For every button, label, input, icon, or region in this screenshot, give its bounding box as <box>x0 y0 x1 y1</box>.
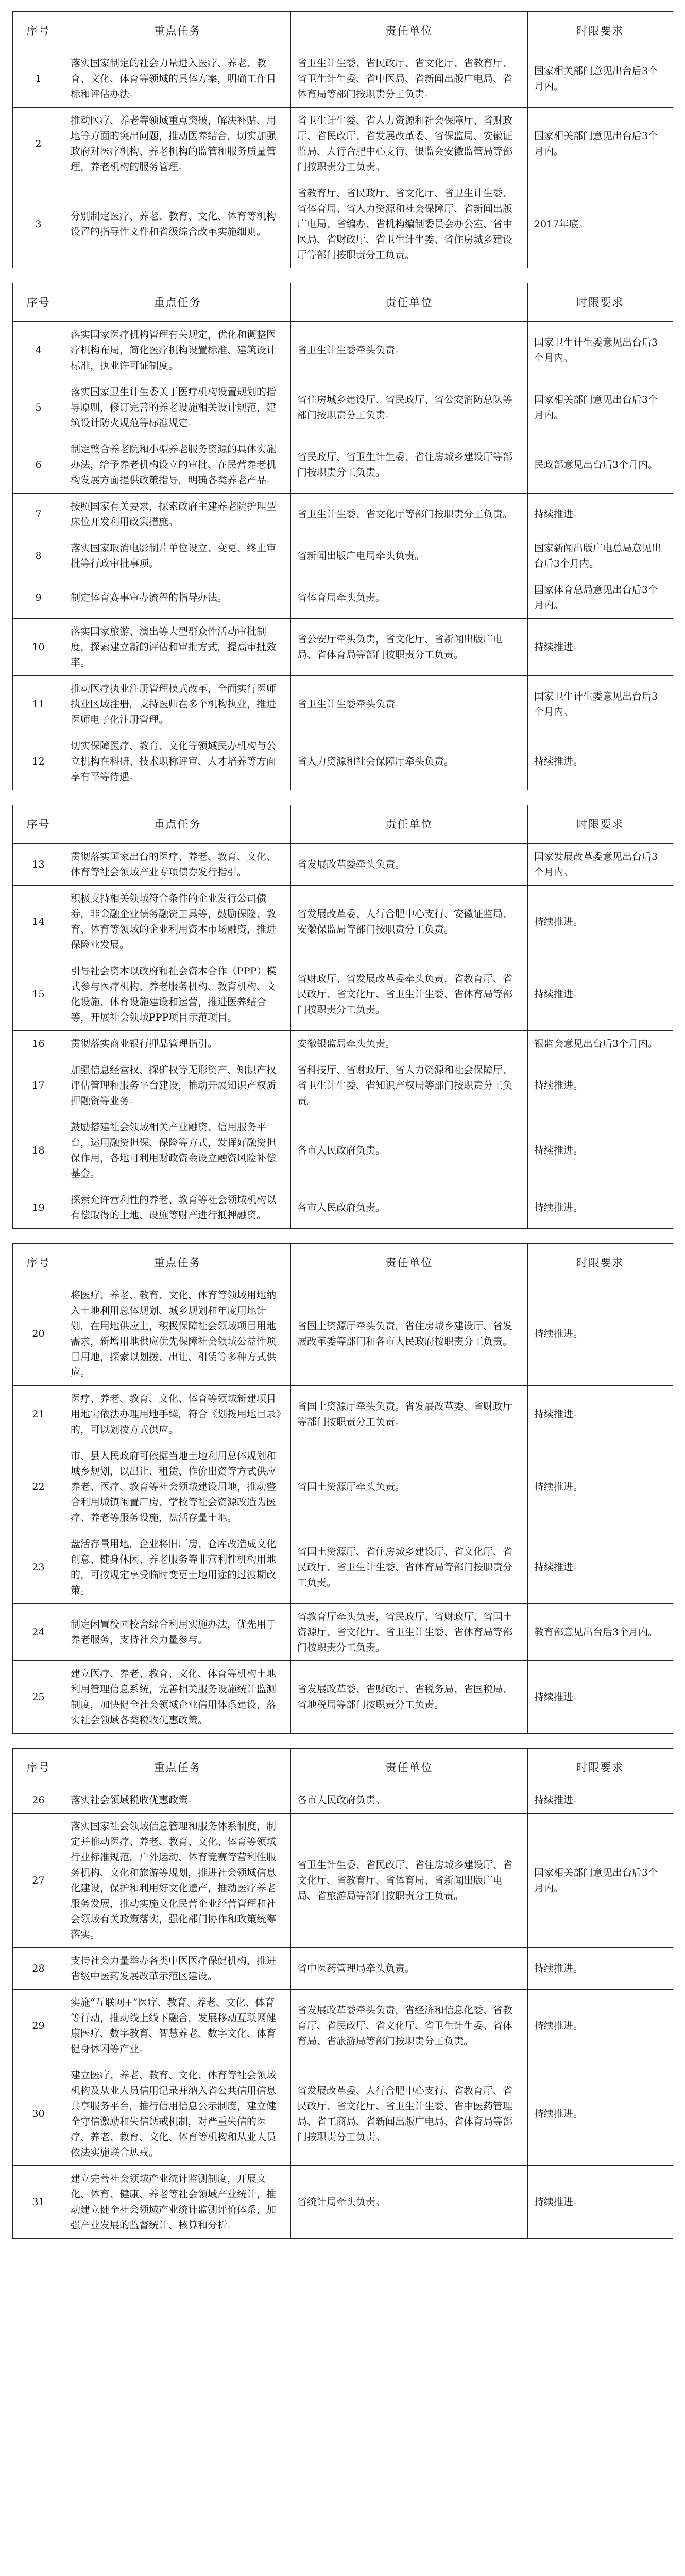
row-time: 持续推进。 <box>528 1531 673 1604</box>
row-number: 8 <box>13 535 64 577</box>
row-task: 支持社会力量举办各类中医医疗保健机构，推进省级中医药发展改革示范区建设。 <box>64 1948 291 1990</box>
header-task: 重点任务 <box>64 1244 291 1282</box>
row-unit: 省发展改革委、人行合肥中心支行、省教育厅、省民政厅、省文化厅、省卫生计生委、省中医药管理局、省工商局、省新闻出版广电局、省体育局等部门按职责分工负责。 <box>291 2062 528 2166</box>
table-row <box>13 1443 673 1531</box>
row-unit: 省国土资源厅、省住房城乡建设厅、省文化厅、省民政厅、省卫生计生委、省体育局等部门按职责分工负责。 <box>291 1531 528 1604</box>
row-number: 13 <box>13 844 64 886</box>
row-number: 5 <box>13 379 64 436</box>
row-number: 10 <box>13 619 64 676</box>
row-time: 持续推进。 <box>528 1114 673 1187</box>
row-unit: 省中医药管理局牵头负责。 <box>291 1948 528 1990</box>
row-time: 持续推进。 <box>528 1282 673 1386</box>
table-row <box>13 1814 673 1948</box>
table-row <box>13 844 673 886</box>
row-task: 切实保障医疗、教育、文化等领域民办机构与公立机构在科研、技术职称评审、人才培养等方面享有平等待遇。 <box>64 733 291 790</box>
row-number: 21 <box>13 1386 64 1443</box>
table-row <box>13 322 673 379</box>
row-task: 落实国家社会领域信息管理和服务体系制度，制定并推动医疗、养老、教育、文化、体育等领域行业标准规范，户外运动、体育竞赛等营利性服务机构、文化和旅游等规划，推进社会领域信息化建设，保护和利用好文化遗产，推动医疗养老服务发展，推动实施文化民营企业经营管理和社会领域有关政策落实，强化部门协作和政策统筹落实。 <box>64 1814 291 1948</box>
row-task: 市、县人民政府可依据当地土地利用总体规划和城乡规划，以出让、租赁、作价出资等方式供应养老、医疗、教育等社会领域建设用地，推动整合利用城镇闲置厂房、学校等社会资源改造为医疗、养老等服务设施，盘活存量土地。 <box>64 1443 291 1531</box>
row-unit: 省新闻出版广电局牵头负责。 <box>291 535 528 577</box>
row-time: 2017年底。 <box>528 180 673 268</box>
section-gap-cell <box>13 1734 673 1749</box>
section-gap-cell <box>13 790 673 805</box>
row-task: 加强信息经营权、探矿权等无形资产、知识产权评估管理和服务平台建设，推动开展知识产权质押融资等业务。 <box>64 1057 291 1114</box>
header-time: 时限要求 <box>528 283 673 322</box>
header-unit: 责任单位 <box>291 1244 528 1282</box>
row-unit: 省卫生计生委牵头负责。 <box>291 676 528 733</box>
header-unit: 责任单位 <box>291 1749 528 1787</box>
header-no: 序号 <box>13 1749 64 1787</box>
row-number: 26 <box>13 1787 64 1814</box>
row-unit: 省卫生计生委、省民政厅、省住房城乡建设厅、省文化厅、省教育厅、省体育局、省新闻出版广电局、省旅游局等部门按职责分工负责。 <box>291 1814 528 1948</box>
section-gap-cell <box>13 268 673 283</box>
row-unit: 省住房城乡建设厅、省民政厅、省公安消防总队等部门按职责分工负责。 <box>291 379 528 436</box>
row-time: 国家新闻出版广电总局意见出台后3个月内。 <box>528 535 673 577</box>
row-time: 持续推进。 <box>528 619 673 676</box>
row-task: 贯彻落实国家出台的医疗、养老、教育、文化、体育等社会领域产业专项债券发行指引。 <box>64 844 291 886</box>
row-number: 11 <box>13 676 64 733</box>
row-time: 持续推进。 <box>528 958 673 1031</box>
row-number: 6 <box>13 436 64 494</box>
row-unit: 省发展改革委、省财政厅、省税务局、省国税局、省地税局等部门按职责分工负责。 <box>291 1661 528 1734</box>
row-time: 银监会意见出台后3个月内。 <box>528 1031 673 1057</box>
row-unit: 省发展改革委牵头负责，省经济和信息化委、省教育厅、省民政厅、省文化厅、省卫生计生委、省体育局、省旅游局等部门按职责分工负责。 <box>291 1990 528 2062</box>
row-task: 制定闲置校园校舍综合利用实施办法，优先用于养老服务，支持社会力量参与。 <box>64 1604 291 1661</box>
table-row <box>13 619 673 676</box>
row-number: 14 <box>13 886 64 958</box>
row-number: 29 <box>13 1990 64 2062</box>
header-no: 序号 <box>13 12 64 50</box>
table-row <box>13 1386 673 1443</box>
row-number: 19 <box>13 1187 64 1229</box>
row-time: 国家发展改革委意见出台后3个月内。 <box>528 844 673 886</box>
row-time: 持续推进。 <box>528 1787 673 1814</box>
row-time: 国家相关部门意见出台后3个月内。 <box>528 50 673 108</box>
row-task: 制定体育赛事审办流程的指导办法。 <box>64 577 291 619</box>
row-time: 国家体育总局意见出台后3个月内。 <box>528 577 673 619</box>
table-row <box>13 2062 673 2166</box>
row-number: 4 <box>13 322 64 379</box>
row-number: 28 <box>13 1948 64 1990</box>
row-number: 27 <box>13 1814 64 1948</box>
row-task: 制定整合养老院和小型养老服务资源的具体实施办法，给予养老机构设立的审批、在民营养老机构发展方面提供政策指导，明确各类养老产品。 <box>64 436 291 494</box>
row-unit: 各市人民政府负责。 <box>291 1187 528 1229</box>
table-header-row <box>13 1244 673 1282</box>
row-unit: 省人力资源和社会保障厅牵头负责。 <box>291 733 528 790</box>
row-unit: 省教育厅牵头负责，省民政厅、省财政厅、省国土资源厅、省文化厅、省卫生计生委、省体育局等部门按职责分工负责。 <box>291 1604 528 1661</box>
row-number: 23 <box>13 1531 64 1604</box>
row-number: 16 <box>13 1031 64 1057</box>
row-unit: 省卫生计生委牵头负责。 <box>291 322 528 379</box>
table-row <box>13 1187 673 1229</box>
row-unit: 安徽银监局牵头负责。 <box>291 1031 528 1057</box>
row-task: 实施“互联网+”医疗、教育、养老、文化、体育等行动，推动线上线下融合，发展移动互联网健康医疗、数字教育、智慧养老、数字文化、体育健身休闲等产业。 <box>64 1990 291 2062</box>
table-header-row <box>13 283 673 322</box>
header-unit: 责任单位 <box>291 805 528 844</box>
row-unit: 各市人民政府负责。 <box>291 1787 528 1814</box>
section-gap-cell <box>13 1229 673 1244</box>
table-row <box>13 1031 673 1057</box>
task-table-body <box>13 12 673 2239</box>
row-unit: 省民政厅、省卫生计生委、省住房城乡建设厅等部门按职责分工负责。 <box>291 436 528 494</box>
row-task: 医疗、养老、教育、文化、体育等领域新建项目用地需依法办理用地手续，符合《划拨用地目录》的，可以划拨方式供应。 <box>64 1386 291 1443</box>
table-row <box>13 436 673 494</box>
row-unit: 省统计局牵头负责。 <box>291 2166 528 2239</box>
row-task: 鼓励搭建社会领域相关产业融资、信用服务平台，运用融资担保、保险等方式，发挥好融资担保作用，各地可利用财政资金设立融资风险补偿基金。 <box>64 1114 291 1187</box>
row-number: 9 <box>13 577 64 619</box>
row-task: 探索允许营利性的养老、教育等社会领域机构以有偿取得的土地、设施等财产进行抵押融资。 <box>64 1187 291 1229</box>
row-number: 18 <box>13 1114 64 1187</box>
header-task: 重点任务 <box>64 283 291 322</box>
row-number: 25 <box>13 1661 64 1734</box>
row-unit: 省国土资源厅牵头负责，省住房城乡建设厅、省发展改革委等部门和各市人民政府按职责分工负责。 <box>291 1282 528 1386</box>
table-row <box>13 1282 673 1386</box>
task-table-page <box>12 11 673 2239</box>
row-unit: 省卫生计生委、省人力资源和社会保障厅、省财政厅、省民政厅、省发展改革委、省保监局、安徽证监局、人行合肥中心支行、银监会安徽监管局等部门按职责分工负责。 <box>291 108 528 180</box>
row-task: 盘活存量用地，企业将旧厂房、仓库改造成文化创意、健身休闲、养老服务等非营利性机构用地的，可按规定享受临时变更土地用途的过渡期政策。 <box>64 1531 291 1604</box>
row-time: 国家相关部门意见出台后3个月内。 <box>528 108 673 180</box>
table-row <box>13 1948 673 1990</box>
header-unit: 责任单位 <box>291 12 528 50</box>
row-time: 持续推进。 <box>528 2166 673 2239</box>
row-time: 民政部意见出台后3个月内。 <box>528 436 673 494</box>
table-row <box>13 1604 673 1661</box>
table-row <box>13 180 673 268</box>
row-time: 持续推进。 <box>528 886 673 958</box>
row-task: 推动医疗执业注册管理模式改革，全面实行医师执业区域注册，支持医师在多个机构执业，推进医师电子化注册管理。 <box>64 676 291 733</box>
row-time: 持续推进。 <box>528 1057 673 1114</box>
row-task: 落实国家制定的社会力量进入医疗、养老、教育、文化、体育等领域的具体方案，明确工作目标和评估办法。 <box>64 50 291 108</box>
row-unit: 省财政厅、省发展改革委牵头负责，省教育厅、省民政厅、省文化厅、省卫生计生委、省体育局等部门按职责分工负责。 <box>291 958 528 1031</box>
header-time: 时限要求 <box>528 1244 673 1282</box>
row-number: 30 <box>13 2062 64 2166</box>
row-number: 12 <box>13 733 64 790</box>
task-table <box>12 11 673 2239</box>
table-row <box>13 577 673 619</box>
row-time: 国家相关部门意见出台后3个月内。 <box>528 1814 673 1948</box>
row-time: 持续推进。 <box>528 1661 673 1734</box>
row-task: 引导社会资本以政府和社会资本合作（PPP）模式参与医疗机构、养老服务机构、教育机构、文化设施、体育设施建设和运营，推进医养结合等，开展社会领域PPP项目示范项目。 <box>64 958 291 1031</box>
header-task: 重点任务 <box>64 1749 291 1787</box>
header-no: 序号 <box>13 1244 64 1282</box>
row-number: 2 <box>13 108 64 180</box>
section-gap <box>13 1734 673 1749</box>
row-unit: 省卫生计生委、省文化厅等部门按职责分工负责。 <box>291 494 528 535</box>
row-unit: 省公安厅牵头负责，省文化厅、省新闻出版广电局、省体育局等部门按职责分工负责。 <box>291 619 528 676</box>
row-unit: 省国土资源厅牵头负责。省发展改革委、省财政厅等部门按职责分工负责。 <box>291 1386 528 1443</box>
row-time: 国家卫生计生委意见出台后3个月内。 <box>528 676 673 733</box>
table-row <box>13 733 673 790</box>
row-unit: 省科技厅、省财政厅、省人力资源和社会保障厅、省卫生计生委、省知识产权局等部门按职责分工负责。 <box>291 1057 528 1114</box>
header-no: 序号 <box>13 283 64 322</box>
row-task: 落实国家卫生计生委关于医疗机构设置规划的指导原则，修订完善的养老设施相关设计规范，建筑设计防火规范等标准规定。 <box>64 379 291 436</box>
table-row <box>13 1531 673 1604</box>
section-gap <box>13 268 673 283</box>
row-task: 推动医疗、养老等领域重点突破，解决补贴、用地等方面的突出问题，推动医养结合，切实加强政府对医疗机构、养老机构的监管和服务质量管理，养老机构的服务管理。 <box>64 108 291 180</box>
header-time: 时限要求 <box>528 1749 673 1787</box>
row-task: 建立医疗、养老、教育、文化、体育等社会领域机构及从业人员信用记录并纳入省公共信用信息共享服务平台，推行信用信息公示制度，建立健全守信激励和失信惩戒机制，对严重失信的医疗、养老、教育、文化、体育等机构和从业人员依法实施联合惩戒。 <box>64 2062 291 2166</box>
row-number: 22 <box>13 1443 64 1531</box>
row-time: 国家卫生计生委意见出台后3个月内。 <box>528 322 673 379</box>
table-row <box>13 1787 673 1814</box>
table-row <box>13 494 673 535</box>
table-row <box>13 2166 673 2239</box>
row-unit: 省发展改革委牵头负责。 <box>291 844 528 886</box>
row-time: 持续推进。 <box>528 2062 673 2166</box>
row-unit: 省卫生计生委、省民政厅、省文化厅、省教育厅、省卫生计生委、省中医局、省新闻出版广电局、省体育局等部门按职责分工负责。 <box>291 50 528 108</box>
row-unit: 省国土资源厅牵头负责。 <box>291 1443 528 1531</box>
row-unit: 省体育局牵头负责。 <box>291 577 528 619</box>
header-task: 重点任务 <box>64 805 291 844</box>
table-row <box>13 50 673 108</box>
header-task: 重点任务 <box>64 12 291 50</box>
row-task: 将医疗、养老、教育、文化、体育等领域用地纳入土地利用总体规划、城乡规划和年度用地计划，在用地供应上，积极保障社会领域项目用地需求，新增用地供应优先保障社会领域公益性项目用地，探索以划拨、出让、租赁等多种方式供应。 <box>64 1282 291 1386</box>
row-task: 建立医疗、养老、教育、文化、体育等机构土地利用管理信息系统，完善相关服务设施统计监测制度，加快健全社会领域企业信用体系建设，落实社会领域各类税收优惠政策。 <box>64 1661 291 1734</box>
row-task: 建立完善社会领域产业统计监测制度，开展文化、体育、健康、养老等社会领域产业统计，推动建立健全社会领域产业统计监测评价体系，加强产业发展的监督统计、核算和分析。 <box>64 2166 291 2239</box>
row-unit: 各市人民政府负责。 <box>291 1114 528 1187</box>
row-unit: 省教育厅、省民政厅、省文化厅、省卫生计生委、省体育局、省人力资源和社会保障厅、省新闻出版广电局、省编办、省机构编制委员会办公室、省中医局、省财政厅、省卫生计生委、省住房城乡建设厅等部门按职责分工负责。 <box>291 180 528 268</box>
row-task: 分别制定医疗、养老、教育、文化、体育等机构设置的指导性文件和省级综合改革实施细则。 <box>64 180 291 268</box>
table-row <box>13 1661 673 1734</box>
row-task: 落实国家取消电影制片单位设立、变更、终止审批等行政审批事项。 <box>64 535 291 577</box>
table-row <box>13 958 673 1031</box>
table-row <box>13 1990 673 2062</box>
table-header-row <box>13 805 673 844</box>
table-row <box>13 886 673 958</box>
section-gap <box>13 790 673 805</box>
row-time: 教育部意见出台后3个月内。 <box>528 1604 673 1661</box>
row-task: 落实社会领域税收优惠政策。 <box>64 1787 291 1814</box>
header-time: 时限要求 <box>528 805 673 844</box>
row-time: 持续推进。 <box>528 1187 673 1229</box>
header-time: 时限要求 <box>528 12 673 50</box>
table-row <box>13 676 673 733</box>
row-number: 24 <box>13 1604 64 1661</box>
table-header-row <box>13 1749 673 1787</box>
row-time: 持续推进。 <box>528 494 673 535</box>
row-number: 15 <box>13 958 64 1031</box>
row-number: 17 <box>13 1057 64 1114</box>
row-task: 按照国家有关要求，探索政府主建养老院护理型床位开发利用政策措施。 <box>64 494 291 535</box>
row-time: 国家相关部门意见出台后3个月内。 <box>528 379 673 436</box>
row-task: 落实国家医疗机构管理有关规定，优化和调整医疗机构布局，简化医疗机构设置标准、建筑设计标准，执业许可证制度。 <box>64 322 291 379</box>
row-task: 积极支持相关领域符合条件的企业发行公司债券，非金融企业债务融资工具等，鼓励保险、教育、体育等领域的企业利用资本市场融资，推进保险业发展。 <box>64 886 291 958</box>
row-number: 7 <box>13 494 64 535</box>
header-unit: 责任单位 <box>291 283 528 322</box>
header-no: 序号 <box>13 805 64 844</box>
row-unit: 省发展改革委、人行合肥中心支行、安徽证监局、安徽保监局等部门按职责分工负责。 <box>291 886 528 958</box>
row-time: 持续推进。 <box>528 733 673 790</box>
row-time: 持续推进。 <box>528 1948 673 1990</box>
section-gap <box>13 1229 673 1244</box>
row-number: 3 <box>13 180 64 268</box>
row-number: 1 <box>13 50 64 108</box>
table-row <box>13 1057 673 1114</box>
row-number: 20 <box>13 1282 64 1386</box>
table-row <box>13 108 673 180</box>
table-row <box>13 379 673 436</box>
row-time: 持续推进。 <box>528 1443 673 1531</box>
table-header-row <box>13 12 673 50</box>
row-time: 持续推进。 <box>528 1990 673 2062</box>
table-row <box>13 535 673 577</box>
row-task: 贯彻落实商业银行押品管理指引。 <box>64 1031 291 1057</box>
row-time: 持续推进。 <box>528 1386 673 1443</box>
row-number: 31 <box>13 2166 64 2239</box>
row-task: 落实国家旅游、演出等大型群众性活动审批制度，探索建立新的评估和审批方式，提高审批效率。 <box>64 619 291 676</box>
table-row <box>13 1114 673 1187</box>
